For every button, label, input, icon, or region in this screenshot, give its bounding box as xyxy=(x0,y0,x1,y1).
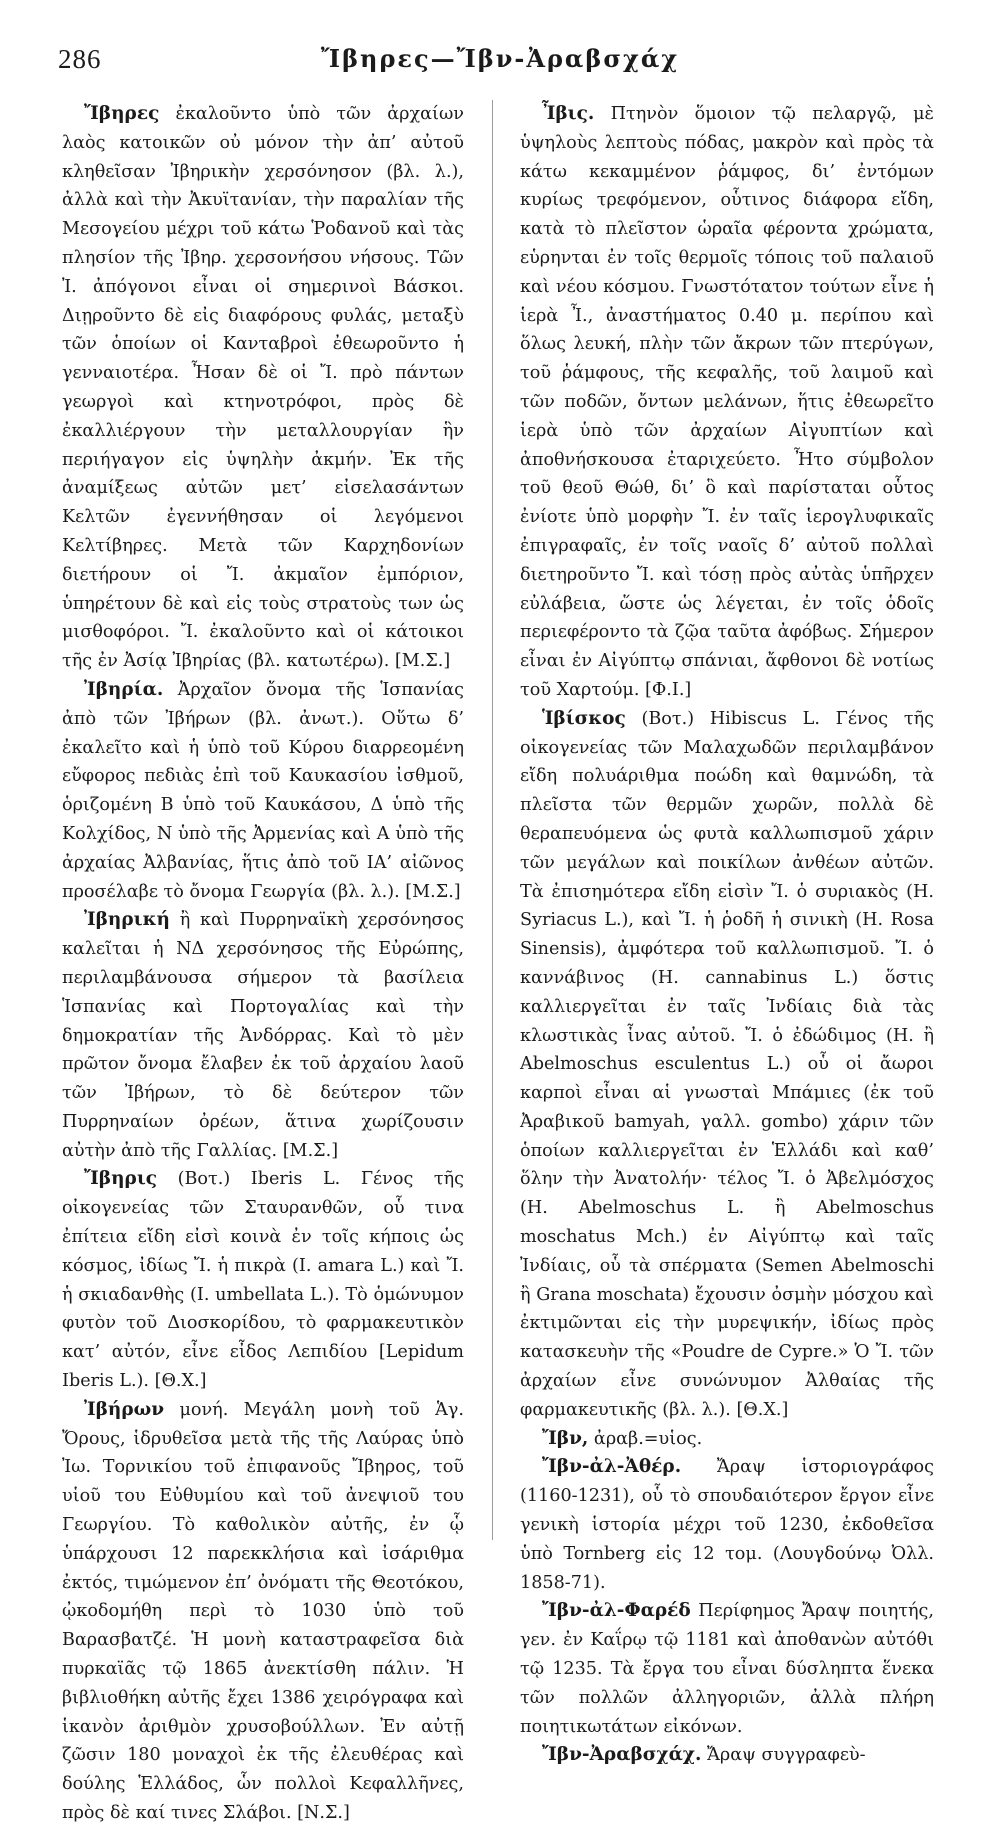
entry-text: μονή. Μεγάλη μονὴ τοῦ Ἁγ. Ὄρους, ἱδρυθεῖσα μετὰ τῆς τῆς Λαύρας ὑπὸ Ἰω. Τορνικίου τοῦ ἐπιφανοῦς Ἴβηρος, τοῦ υἱοῦ του Εὐθυμίου καὶ τοῦ ἀνεψιοῦ του Γεωργίου. Τὸ καθολικὸν αὐτῆς, ἐν ᾧ ὑπάρχουσι 12 παρεκκλήσια καὶ ἰσάριθμα ἐκτός, τιμώμενον ἐπ’ ὀνόματι τῆς Θεοτόκου, ᾠκοδομήθη περὶ τὸ 1030 ὑπὸ τοῦ Βαρασβατζέ. Ἡ μονὴ καταστραφεῖσα διὰ πυρκαϊᾶς τῷ 1865 ἀνεκτίσθη πάλιν. Ἡ βιβλιοθήκη αὐτῆς ἔχει 1386 χειρόγραφα καὶ ἱκανὸν ἀριθμὸν χρυσοβούλλων. Ἐν αὐτῇ ζῶσιν 180 μοναχοὶ ἐκ τῆς ἐλευθέρας καὶ δούλης Ἑλλάδος, ὧν πολλοὶ Κεφαλλῆνες, πρὸς δὲ καί τινες Σλάβοι. [Ν.Σ.] xyxy=(62,1399,464,1824)
column-divider xyxy=(492,100,493,1540)
entry-headword: Ἴβν-ἀλ-Ἀθέρ. xyxy=(542,1456,682,1478)
entry xyxy=(62,100,464,676)
entry-text: Περίφημος Ἄραψ ποιητής, γεν. ἐν Καΐρῳ τῷ 1181 καὶ ἀποθανὼν αὐτόθι τῷ 1235. Τὰ ἔργα του εἶναι δύσληπτα ἕνεκα τῶν πολλῶν ἀλληγοριῶν, ἀλλὰ πλήρη ποιητικωτάτων εἰκόνων. xyxy=(520,1601,934,1737)
entry-text: Ἀρχαῖον ὄνομα τῆς Ἱσπανίας ἀπὸ τῶν Ἰβήρων (βλ. ἀνωτ.). Οὕτω δ’ ἐκαλεῖτο καὶ ἡ ὑπὸ τοῦ Κύρου διαρρεομένη εὔφορος πεδιὰς ἐπὶ τοῦ Καυκασίου ἰσθμοῦ, ὁριζομένη Β ὑπὸ τοῦ Καυκάσου, Δ ὑπὸ τῆς Κολχίδος, Ν ὑπὸ τῆς Ἀρμενίας καὶ Α ὑπὸ τῆς ἀρχαίας Ἀλβανίας, ἥτις ἀπὸ τοῦ ΙΑ’ αἰῶνος προσέλαβε τὸ ὄνομα Γεωργία (βλ. λ.). [Μ.Σ.] xyxy=(62,679,464,902)
entry xyxy=(62,1396,464,1828)
running-head: Ἴβηρες—Ἴβν-Ἀραβσχάχ xyxy=(320,44,680,73)
entry-headword: Ἴβν, xyxy=(542,1427,589,1449)
entry-headword: Ἰβήρων xyxy=(84,1398,165,1420)
entry-text: ἢ καὶ Πυρρηναϊκὴ χερσόνησος καλεῖται ἡ ΝΔ χερσόνησος τῆς Εὐρώπης, περιλαμβάνουσα σήμερον τὰ βασίλεια Ἱσπανίας καὶ Πορτογαλίας καὶ τὴν δημοκρατίαν τῆς Ἀνδόρρας. Καὶ τὸ μὲν πρῶτον ὄνομα ἔλαβεν ἐκ τοῦ ἀρχαίου λαοῦ τῶν Ἰβήρων, τὸ δὲ δεύτερον τῶν Πυρρηναίων ὀρέων, ἅτινα χωρίζουσιν αὐτὴν ἀπὸ τῆς Γαλλίας. [Μ.Σ.] xyxy=(62,910,464,1161)
entry-text: ἀραβ.=υἱος. xyxy=(588,1428,703,1449)
entry xyxy=(520,1597,934,1741)
entry xyxy=(62,906,464,1165)
entry-headword: Ἴβηρις xyxy=(84,1168,158,1190)
entry-text: Ἄραψ ἱστοριογράφος (1160-1231), οὗ τὸ σπουδαιότερον ἔργον εἶνε γενικὴ ἱστορία μέχρι τοῦ 1230, ἐκδοθεῖσα ὑπὸ Tornberg εἰς 12 τομ. (Λουγδούνῳ Ὀλλ. 1858-71). xyxy=(520,1457,934,1593)
entry-headword: Ἴβηρες xyxy=(84,103,160,124)
entry xyxy=(520,1453,934,1597)
right-column xyxy=(520,100,934,1770)
entry-headword: Ἴβν-Ἀραβσχάχ. xyxy=(542,1744,702,1766)
entry-headword: Ἰβηρία. xyxy=(84,678,164,700)
entry xyxy=(520,705,934,1425)
entry-text: Πτηνὸν ὅμοιον τῷ πελαργῷ, μὲ ὑψηλοὺς λεπτοὺς πόδας, μακρὸν καὶ πρὸς τὰ κάτω κεκαμμένον ῥάμφος, δι’ ἐντόμων κυρίως τρεφόμενον, οὗτινος διάφορα εἴδη, κατὰ τὸ πλεῖστον ὡραῖα φέροντα χρώματα, εὑρηνται ἐν τοῖς θερμοῖς τόποις τοῦ παλαιοῦ καὶ νέου κόσμου. Γνωστότατον τούτων εἶνε ἡ ἱερὰ Ἶ., ἀναστήματος 0.40 μ. περίπου καὶ ὅλως λευκή, πλὴν τῶν ἄκρων τῶν πτερύγων, τοῦ ῥάμφους, τῆς κεφαλῆς, τοῦ λαιμοῦ καὶ τῶν ποδῶν, ὄντων μελάνων, ἥτις ἐθεωρεῖτο ἱερὰ ὑπὸ τῶν ἀρχαίων Αἰγυπτίων καὶ ἀποθνήσκουσα ἐταριχεύετο. Ἦτο σύμβολον τοῦ θεοῦ Θώθ, δι’ ὃ καὶ παρίσταται οὗτος ἐνίοτε ὑπὸ μορφὴν Ἴ. ἐν ταῖς ἱερογλυφικαῖς ἐπιγραφαῖς, ἐν τοῖς ναοῖς δ’ αὐτοῦ πολλαὶ διετηροῦντο Ἴ. καὶ τόσῃ πρὸς αὐτὰς ὑπῆρχεν εὐλάβεια, ὥστε ὡς λέγεται, ἐν τοῖς ὁδοῖς περιεφέροντο τὰ ζῷα ταῦτα ἀφόβως. Σήμερον εἶναι ἐν Αἰγύπτῳ σπάνιαι, ἄφθονοι δὲ νοτίως τοῦ Χαρτούμ. [Φ.Ι.] xyxy=(520,104,934,700)
entry-headword: Ἴβν-ἀλ-Φαρέδ xyxy=(542,1600,691,1622)
entry xyxy=(520,1741,934,1770)
entry-text: (Βοτ.) Iberis L. Γένος τῆς οἰκογενείας τῶν Σταυρανθῶν, οὗ τινα ἐπίτεια εἴδη εἰσὶ κοινὰ ἐν τοῖς κήποις ὡς κόσμος, ἰδίως Ἴ. ἡ πικρὰ (I. amara L.) καὶ Ἴ. ἡ σκιαδανθὴς (I. umbellata L.). Τὸ ὁμώνυμον φυτὸν τοῦ Διοσκορίδου, τὸ φαρμακευτικὸν κατ’ αὐτόν, εἶνε εἶδος Λεπιδίου [Lepidum Iberis L.). [Θ.Χ.] xyxy=(62,1169,464,1392)
page-number: 286 xyxy=(58,44,102,74)
entry xyxy=(520,1425,934,1454)
entry xyxy=(62,676,464,906)
entry-text: (Βοτ.) Hibiscus L. Γένος τῆς οἰκογενείας τῶν Μαλαχωδῶν περιλαμβάνον εἴδη πολυάριθμα ποώδη καὶ θαμνώδη, τὰ πλεῖστα τῶν θερμῶν χωρῶν, πολλὰ δὲ θεραπευόμενα ὡς φυτὰ καλλωπισμοῦ χάριν τῶν μεγάλων καὶ ποικίλων ἀνθέων αὐτῶν. Τὰ ἐπισημότερα εἴδη εἰσὶν Ἴ. ὁ συριακὸς (H. Syriacus L.), καὶ Ἴ. ἡ ῥοδῆ ἡ σινικὴ (H. Rosa Sinensis), ἀμφότερα τοῦ καλλωπισμοῦ. Ἴ. ὁ καννάβινος (H. cannabinus L.) ὅστις καλλιεργεῖται ἐν ταῖς Ἰνδίαις διὰ τὰς κλωστικὰς ἶνας αὐτοῦ. Ἴ. ὁ ἐδώδιμος (H. ἢ Abelmoschus esculentus L.) οὗ οἱ ἄωροι καρποὶ εἶναι αἱ γνωσταὶ Μπάμιες (ἐκ τοῦ Ἀραβικοῦ bamyah, γαλλ. gombo) χάριν τῶν ὁποίων καλλιεργεῖται ἐν Ἑλλάδι καὶ καθ’ ὅλην τὴν Ἀνατολήν· τέλος Ἴ. ὁ Ἀβελμόσχος (H. Abelmoschus L. ἢ Abelmoschus moschatus Mch.) ἐν Αἰγύπτῳ καὶ ταῖς Ἰνδίαις, οὗ τὰ σπέρματα (Semen Abelmoschi ἢ Grana moschata) ἔχουσιν ὀσμὴν μόσχου καὶ ἐκτιμῶνται εἰς τὴν μυρεψικήν, ἰδίως πρὸς κατασκευὴν τῆς «Poudre de Cypre.» Ὁ Ἴ. τῶν ἀρχαίων εἶνε συνώνυμον Ἀλθαίας τῆς φαρμακευτικῆς (βλ. λ.). [Θ.Χ.] xyxy=(520,708,934,1420)
entry-text: Ἄραψ συγγραφεὺ- xyxy=(701,1745,866,1766)
entry-headword: Ἶβις. xyxy=(542,103,595,124)
entry xyxy=(520,100,934,705)
entry-headword: Ἱβίσκος xyxy=(542,707,626,729)
left-column xyxy=(62,100,464,1828)
entry xyxy=(62,1165,464,1395)
entry-text: ἐκαλοῦντο ὑπὸ τῶν ἀρχαίων λαὸς κατοικῶν οὐ μόνον τὴν ἀπ’ αὐτοῦ κληθεῖσαν Ἰβηρικὴν χερσόνησον (βλ. λ.), ἀλλὰ καὶ τὴν Ἀκυϊτανίαν, τὴν παραλίαν τῆς Μεσογείου μέχρι τοῦ κάτω Ῥοδανοῦ καὶ τὰς πλησίον τῆς Ἰβηρ. χερσονήσου νήσους. Τῶν Ἰ. ἀπόγονοι εἶναι οἱ σημερινοὶ Βάσκοι. Διῃροῦντο δὲ εἰς διαφόρους φυλάς, μεταξὺ τῶν ὁποίων οἱ Κανταβροὶ ἐθεωροῦντο ἡ γενναιοτέρα. Ἦσαν δὲ οἱ Ἴ. πρὸ πάντων γεωργοὶ καὶ κτηνοτρόφοι, πρὸς δὲ ἐκαλλιέργουν τὴν μεταλλουργίαν ἣν περιήγαγον εἰς ὑψηλὴν ἀκμήν. Ἐκ τῆς ἀναμίξεως αὐτῶν μετ’ εἰσελασάντων Κελτῶν ἐγεννήθησαν οἱ λεγόμενοι Κελτίβηρες. Μετὰ τῶν Καρχηδονίων διετήρουν οἱ Ἴ. ἀκμαῖον ἐμπόριον, ὑπηρέτουν δὲ καὶ εἰς τοὺς στρατοὺς των ὡς μισθοφόροι. Ἴ. ἐκαλοῦντο καὶ οἱ κάτοικοι τῆς ἐν Ἀσίᾳ Ἰβηρίας (βλ. κατωτέρω). [Μ.Σ.] xyxy=(62,104,464,672)
entry-headword: Ἰβηρική xyxy=(84,909,170,931)
